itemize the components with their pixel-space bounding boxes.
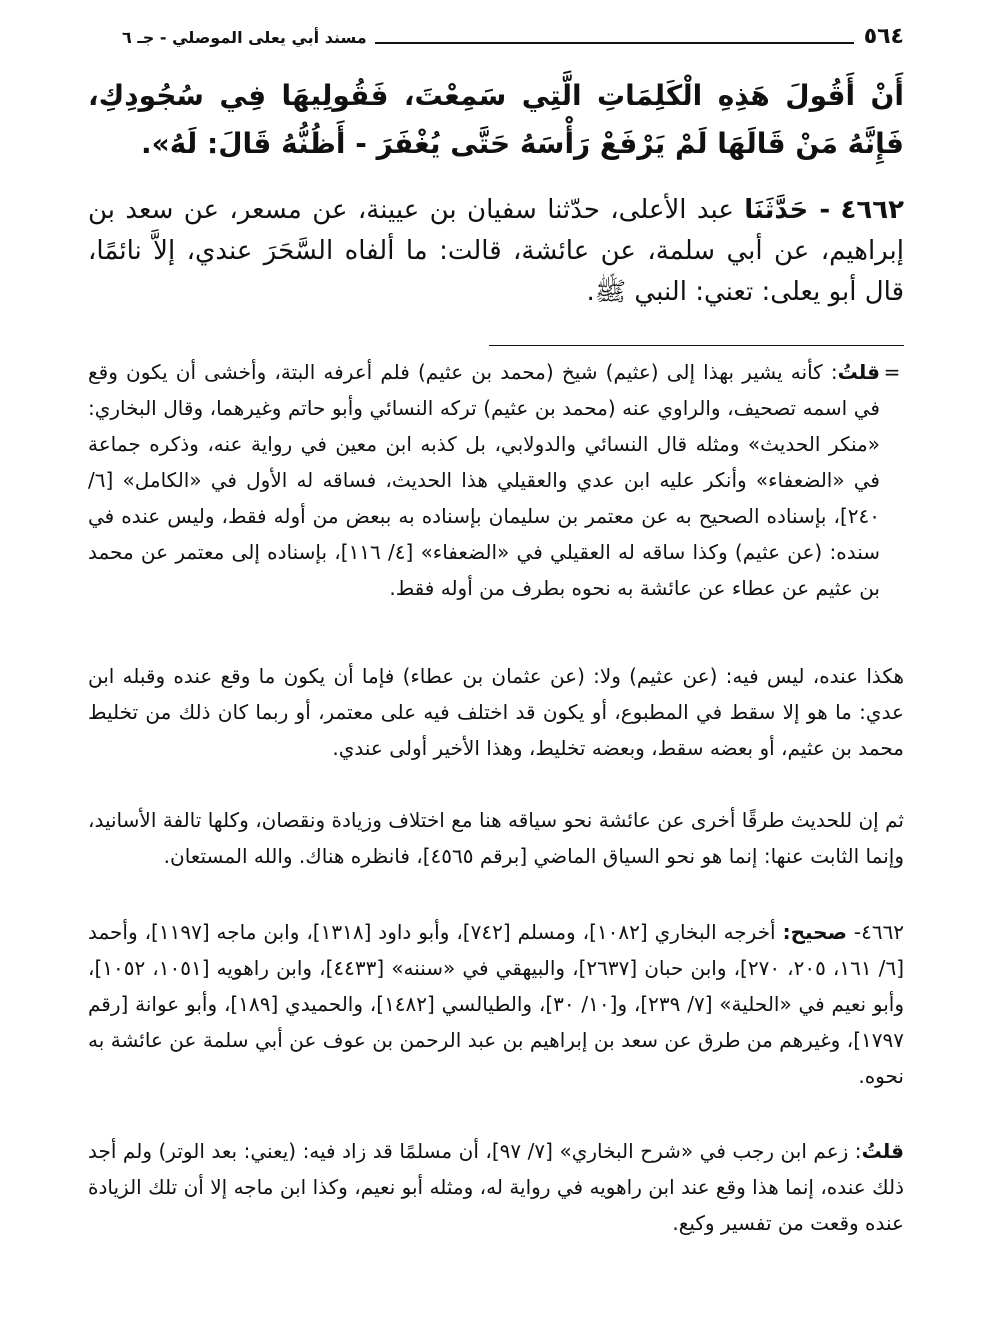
hadith-opening: - حَدَّثَنَا bbox=[744, 195, 831, 225]
page-header bbox=[88, 22, 904, 56]
page-number: ٥٦٤ bbox=[854, 24, 904, 49]
footnote-text: : زعم ابن رجب في «شرح البخاري» [٧/ ٩٧]، أن مسلمًا قد زاد فيه: (يعني: بعد الوتر) ولم أجد ذلك عنده، إنما هذا وقع عند ابن راهويه في رواية له، ومثله أبو نعيم، وكذا ابن ماجه إلا أن تلك الزيادة عنده وقعت من تفسير وكيع. bbox=[88, 1139, 904, 1235]
footnote-label: قلتُ bbox=[837, 360, 880, 384]
continuation-marker: = bbox=[883, 360, 901, 384]
footnote-takhrij bbox=[88, 914, 904, 1094]
hadith-continuation bbox=[88, 72, 904, 168]
footnote-body bbox=[88, 354, 904, 606]
footnote-text: هكذا عنده، ليس فيه: (عن عثيم) ولا: (عن عثمان بن عطاء) فإما أن يكون ما وقع عنده وقبله ابن عدي: ما هو إلا سقط في المطبوع، أو يكون قد اختلف فيه على معتمر، أو ربما كان ذلك من تخليط محمد بن عثيم، أو بعضه سقط، وبعضه تخليط، وهذا الأخير أولى عندي. bbox=[88, 664, 904, 760]
footnote-separator bbox=[489, 345, 904, 346]
hadith-number: ٤٦٦٢ bbox=[840, 195, 905, 225]
footnote-label: قلتُ bbox=[861, 1139, 904, 1163]
header-end-gap bbox=[88, 34, 114, 48]
grading-label: صحيح: bbox=[782, 920, 847, 944]
running-title: مسند أبي يعلى الموصلي - جـ ٦ bbox=[114, 28, 375, 47]
hadith-text: عبد الأعلى، حدّثنا سفيان بن عيينة، عن مسعر، عن سعد بن إبراهيم، عن أبي سلمة، عن عائشة، قالت: ما ألفاه السَّحَرَ عندي، إلاَّ نائمًا، قال أبو يعلى: تعني: النبي ﷺ. bbox=[88, 195, 904, 307]
footnote-qultu-2 bbox=[88, 1133, 904, 1241]
footnote-text: أخرجه البخاري [١٠٨٢]، ومسلم [٧٤٢]، وأبو داود [١٣١٨]، وابن ماجه [١١٩٧]، وأحمد [٦/ ١٦١، ٢٠٥، ٢٧٠]، وابن حبان [٢٦٣٧]، والبيهقي في «سننه» [٤٤٣٣]، وابن راهويه [١٠٥١، ١٠٥٢]، وأبو نعيم في «الحلية» [٧/ ٢٣٩]، و[١٠/ ٣٠]، والطيالسي [١٤٨٢]، والحميدي [١٨٩]، وأبو عوانة [رقم ١٧٩٧]، وغيرهم من طرق عن سعد بن إبراهيم بن عبد الرحمن بن عوف عن أبي سلمة عن عائشة به نحوه. bbox=[88, 920, 904, 1088]
footnote-paragraph-3 bbox=[88, 802, 904, 874]
footnote-text: ثم إن للحديث طرقًا أخرى عن عائشة نحو سياقه هنا مع اختلاف وزيادة ونقصان، وكلها تالفة الأسانيد، وإنما الثابت عنها: إنما هو نحو السياق الماضي [برقم ٤٥٦٥]، فانظره هناك. والله المستعان. bbox=[88, 808, 904, 868]
footnote-number: ٤٦٦٢- bbox=[853, 920, 905, 944]
footnote-qultu-1 bbox=[88, 354, 904, 606]
footnote-text: : كأنه يشير بهذا إلى (عثيم) شيخ (محمد بن عثيم) فلم أعرفه البتة، وأخشى أن يكون وقع في اسمه تصحيف، والراوي عنه (محمد بن عثيم) تركه النسائي وأبو حاتم وغيرهما، وقال البخاري: «منكر الحديث» ومثله قال النسائي والدولابي، بل كذبه ابن معين في رواية عنه، وذكره جماعة في «الضعفاء» وأنكر عليه ابن عدي والعقيلي هذا الحديث، فساقه له الأول في «الكامل» [٦/ ٢٤٠]، بإسناده الصحيح به عن معتمر بن سليمان بإسناده به ببعض من أوله فقط، وليس عنده في سنده: (عن عثيم) وكذا ساقه له العقيلي في «الضعفاء» [٤/ ١١٦]، بإسناده إلى معتمر عن محمد بن عثيم عن عطاء عن عائشة به نحوه بطرف من أوله فقط. bbox=[88, 360, 880, 600]
quote-text: أَنْ أَقُولَ هَذِهِ الْكَلِمَاتِ الَّتِي سَمِعْتَ، فَقُولِيهَا فِي سُجُودِكِ، فَإِنَّهُ مَنْ قَالَهَا لَمْ يَرْفَعْ رَأْسَهُ حَتَّى يُغْفَرَ - أَظُنُّهُ قَالَ: لَهُ». bbox=[88, 79, 904, 160]
footnote-paragraph-2 bbox=[88, 658, 904, 766]
hadith-entry bbox=[88, 190, 904, 313]
